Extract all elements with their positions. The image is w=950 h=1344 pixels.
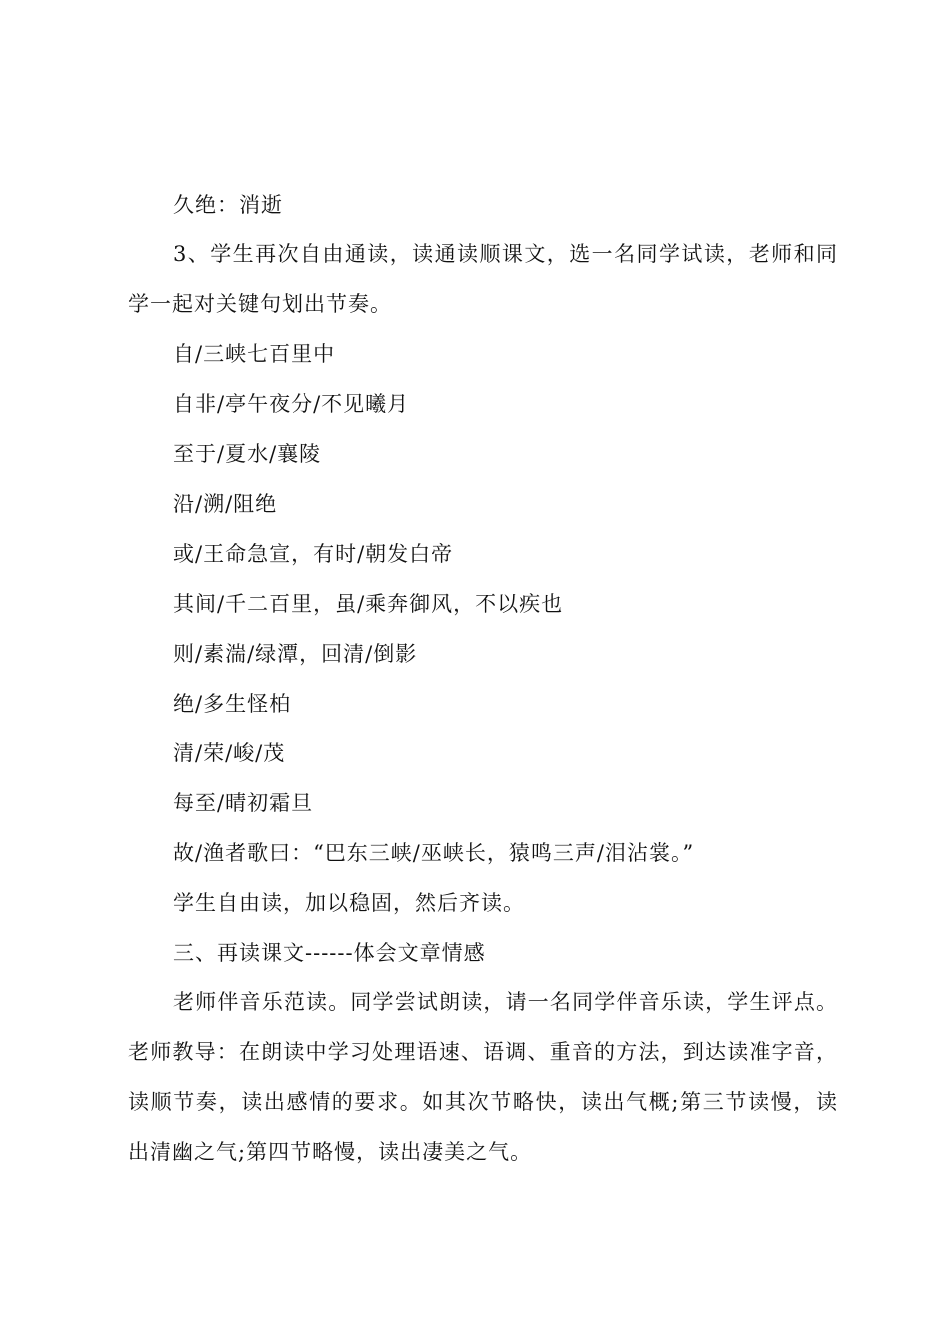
rhythm-line-5: 或/王命急宣，有时/朝发白帝 [173,542,454,566]
rhythm-line-8: 绝/多生怪柏 [173,692,292,716]
definition-line: 久绝：消逝 [173,193,283,217]
rhythm-line-1: 自/三峡七百里中 [173,342,336,366]
rhythm-line-11: 故/渔者歌曰：“巴东三峡/巫峡长，猿鸣三声/泪沾裳。” [173,841,695,865]
rhythm-line-2: 自非/亭午夜分/不见曦月 [173,392,410,416]
rhythm-line-4: 沿/溯/阻绝 [173,492,278,516]
rhythm-line-7: 则/素湍/绿潭，回清/倒影 [173,642,418,666]
final-paragraph-text: 老师伴音乐范读。同学尝试朗读，请一名同学伴音乐读，学生评点。老师教导：在朗读中学习处理语速、语调、重音的方法，到达读准字音，读顺节奏，读出感情的要求。如其次节略快，读出气概;第三节读慢，读出清幽之气;第四节略慢，读出凄美之气。 [128,990,838,1164]
rhythm-line-6: 其间/千二百里，虽/乘奔御风，不以疾也 [173,592,564,616]
step-3-paragraph [128,229,838,329]
step-3-text: 3、学生再次自由通读，读通读顺课文，选一名同学试读，老师和同学一起对关键句划出节奏。 [128,242,838,316]
section-3-heading: 三、再读课文------体会文章情感 [173,941,486,965]
free-read-line: 学生自由读，加以稳固，然后齐读。 [173,891,525,915]
rhythm-line-9: 清/荣/峻/茂 [173,741,286,765]
rhythm-line-3: 至于/夏水/襄陵 [173,442,322,466]
rhythm-line-10: 每至/晴初霜旦 [173,791,314,815]
final-paragraph [128,977,838,1177]
